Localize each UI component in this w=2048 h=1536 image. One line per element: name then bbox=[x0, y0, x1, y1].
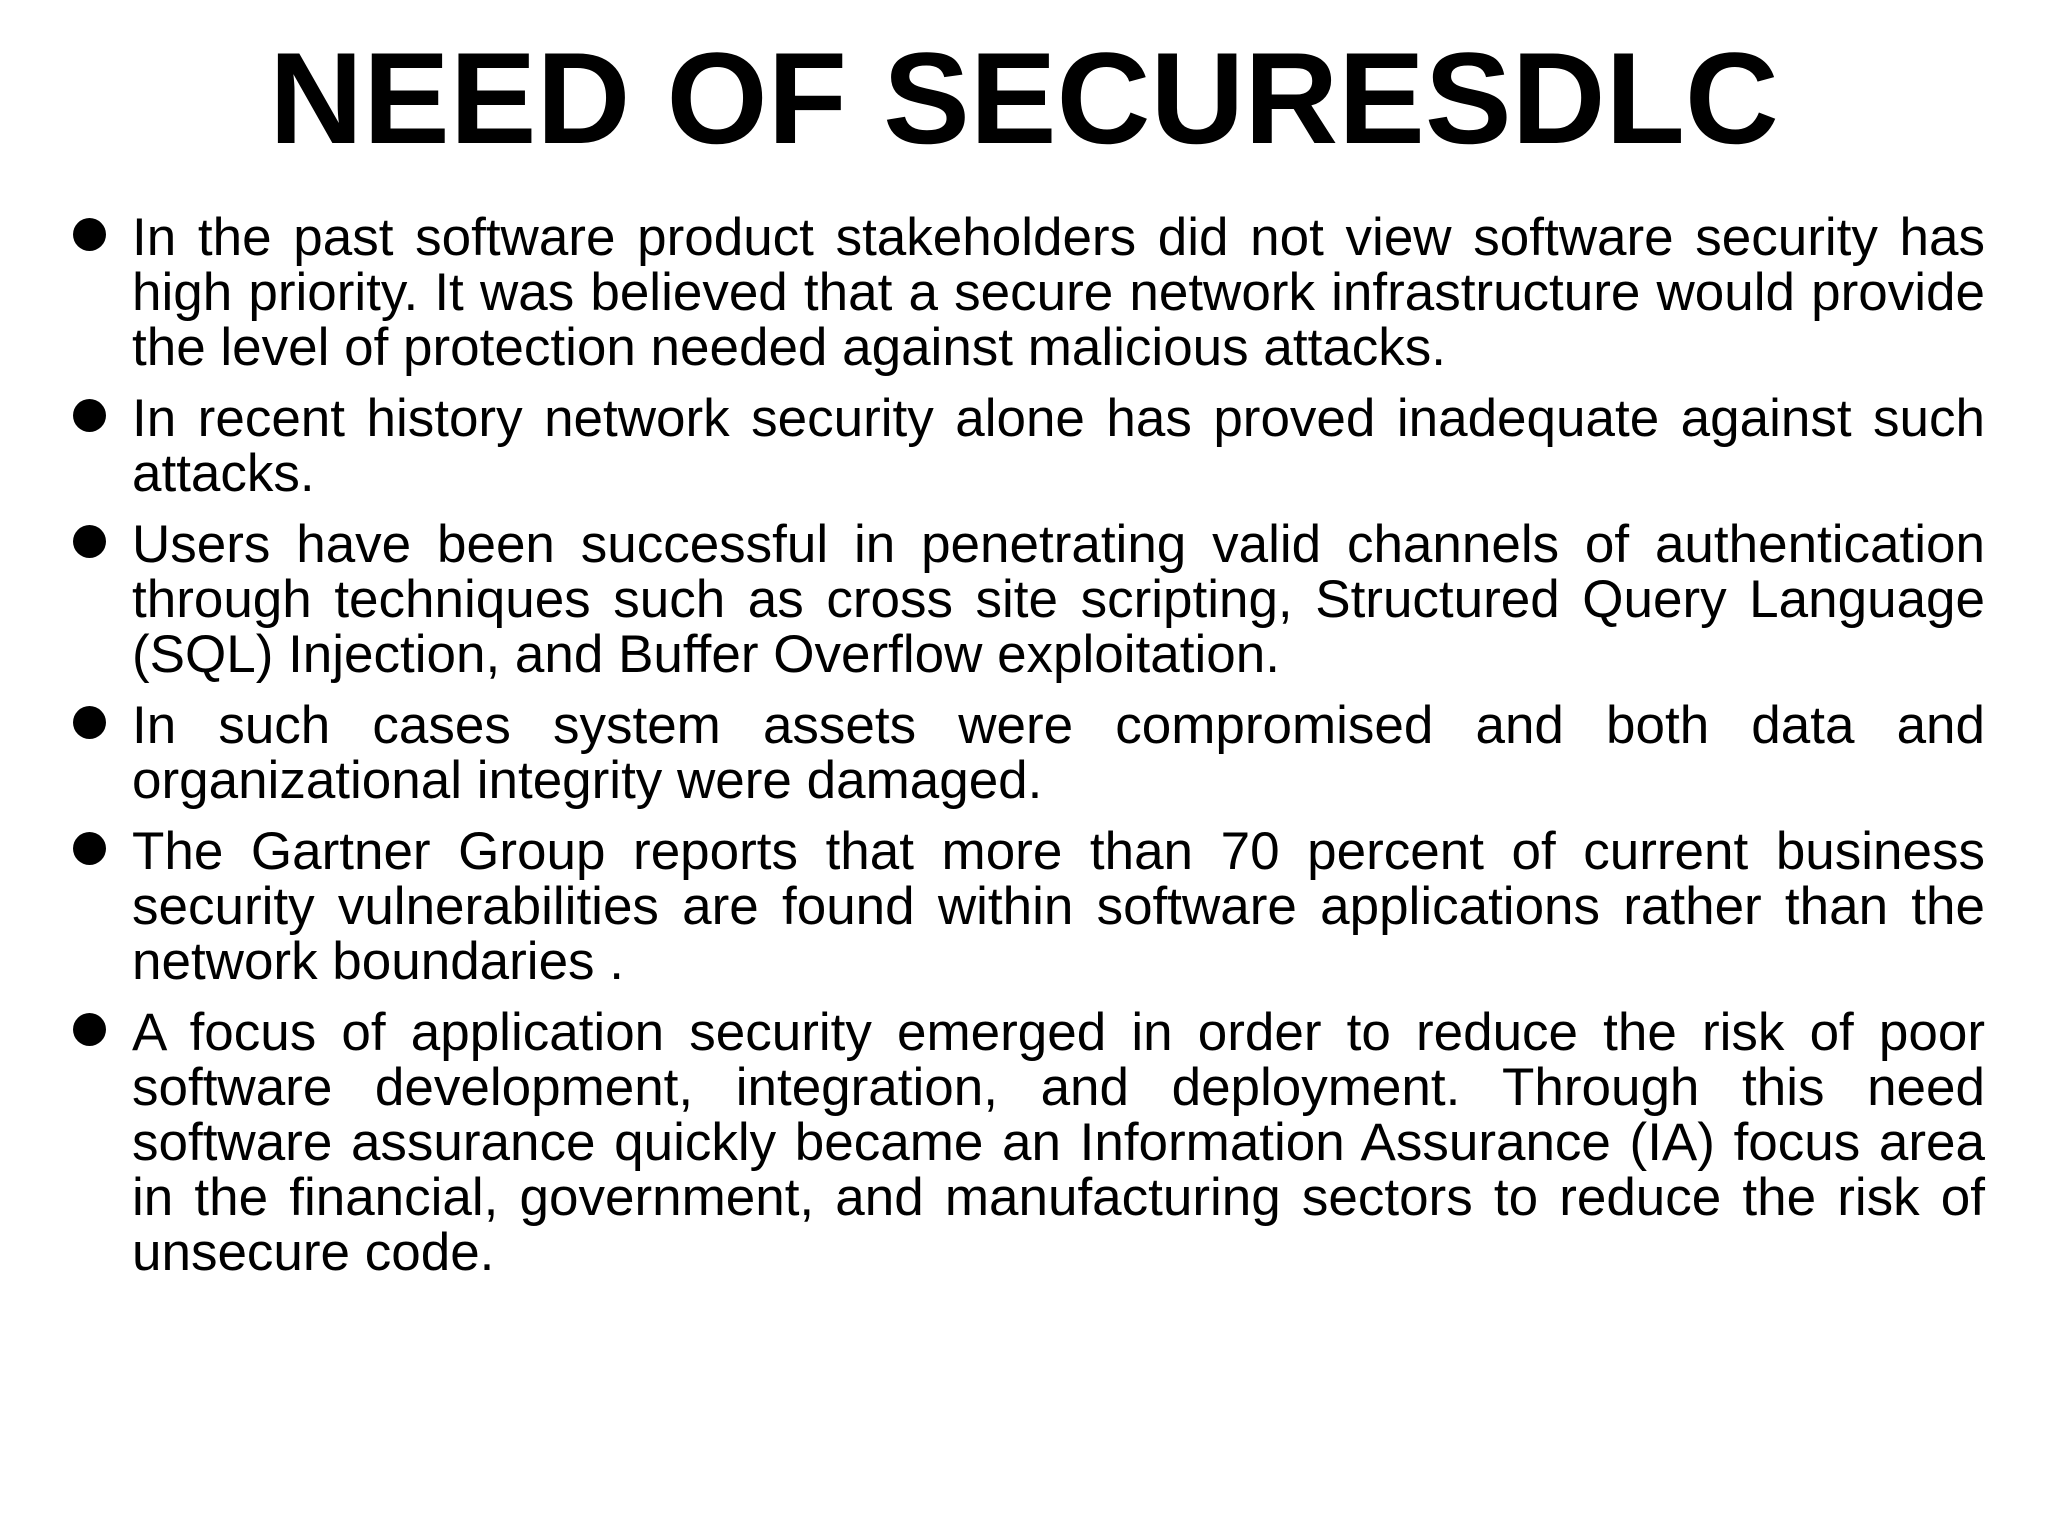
bullet-dot-icon bbox=[73, 525, 106, 558]
bullet-text: A focus of application security emerged in order to reduce the risk of poor software development, integration, and deployment. Through this need software assurance quickly became an Information Assurance (IA) focus area in the financial, government, and manufacturing sectors to reduce the risk of unsecure code. bbox=[132, 1003, 1985, 1282]
bullet-text: Users have been successful in penetrating valid channels of authentication through techniques such as cross site scripting, Structured Query Language (SQL) Injection, and Buffer Overflow exploitation. bbox=[132, 515, 1985, 684]
bullet-text: In the past software product stakeholders did not view software security has high priority. It was believed that a secure network infrastructure would provide the level of protection needed against malicious attacks. bbox=[132, 208, 1985, 377]
bullet-item bbox=[70, 210, 1985, 375]
bullet-text: The Gartner Group reports that more than 70 percent of current business security vulnerabilities are found within software applications rather than the network boundaries . bbox=[132, 822, 1985, 991]
bullet-dot-icon bbox=[73, 832, 106, 865]
bullet-item bbox=[70, 517, 1985, 682]
bullet-item bbox=[70, 824, 1985, 989]
bullet-dot-icon bbox=[73, 218, 106, 251]
bullet-item bbox=[70, 1005, 1985, 1280]
bullet-text: In recent history network security alone has proved inadequate against such attacks. bbox=[132, 389, 1985, 503]
bullet-item bbox=[70, 391, 1985, 501]
bullet-dot-icon bbox=[73, 706, 106, 739]
bullet-item bbox=[70, 698, 1985, 808]
bullet-list bbox=[70, 210, 1985, 1296]
slide-title: NEED OF SECURESDLC bbox=[269, 25, 1779, 171]
bullet-text: In such cases system assets were compromised and both data and organizational integrity were damaged. bbox=[132, 696, 1985, 810]
bullet-dot-icon bbox=[73, 1013, 106, 1046]
bullet-dot-icon bbox=[73, 399, 106, 432]
